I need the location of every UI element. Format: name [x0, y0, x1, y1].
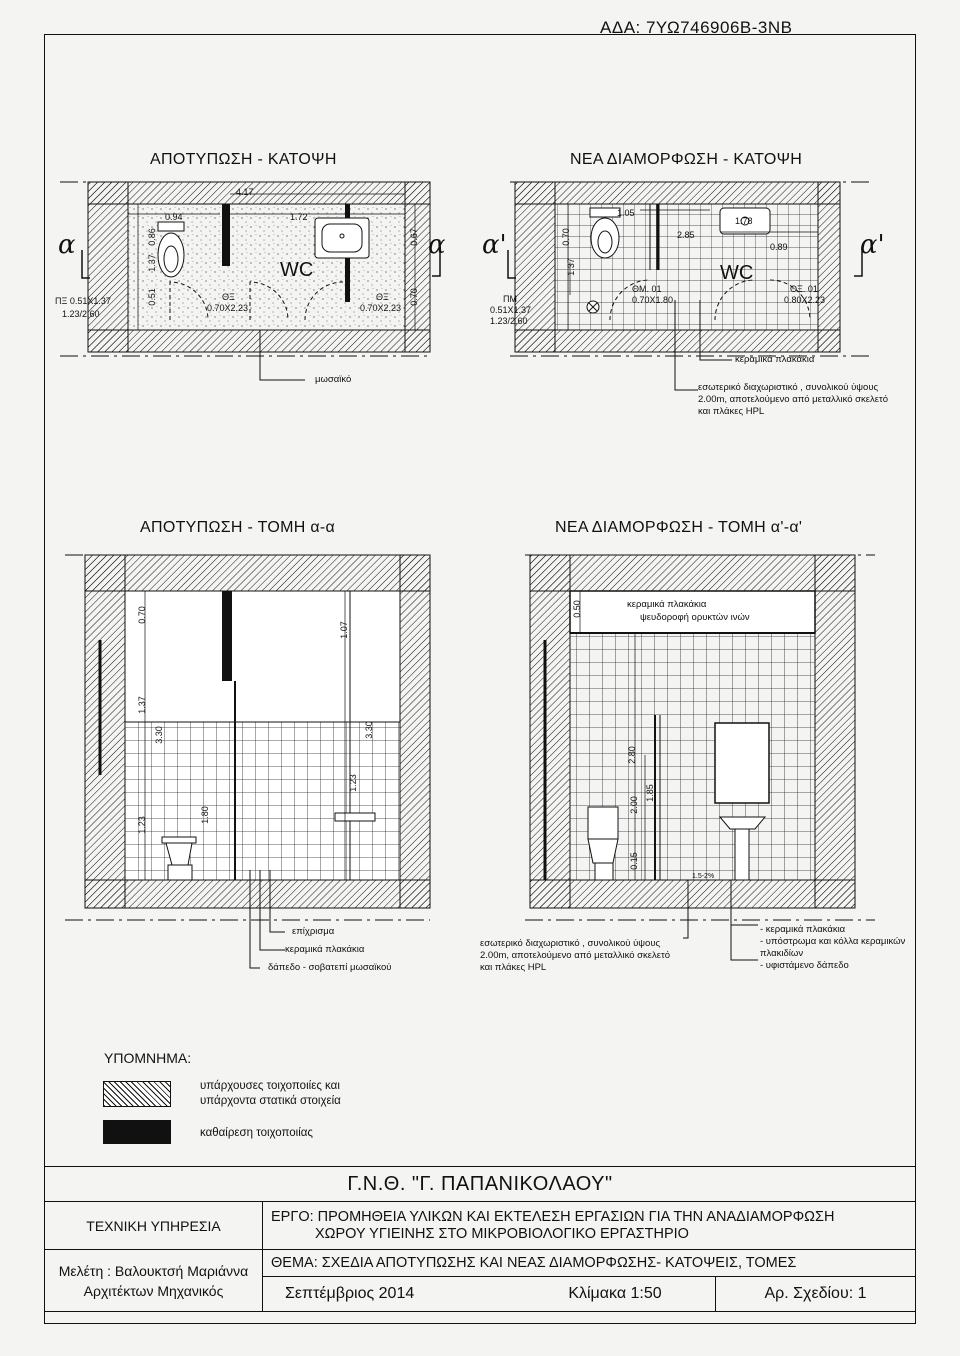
dim: 0.50 [571, 600, 582, 618]
new-window-sill: 1.23/2.60 [490, 316, 528, 326]
dim: 1.78 [735, 216, 753, 226]
dim: 1.37 [565, 258, 576, 276]
study-role: Αρχιτέκτων Μηχανικός [83, 1282, 224, 1299]
new-window-spec: 0.51X1.37 [490, 305, 532, 315]
new-door-2-size: 0.80X2.23 [784, 295, 826, 305]
note-partition-2: 2.00m, αποτελούμενο από μεταλλικό σκελετό [698, 394, 889, 405]
note-finish-4: - υφιστάμενο δάπεδο [760, 960, 849, 971]
dim: 1.07 [338, 621, 349, 639]
project-line-2: ΧΩΡΟΥ ΥΓΙΕΙΝΗΣ ΣΤΟ ΜΙΚΡΟΒΙΟΛΟΓΙΚΟ ΕΡΓΑΣΤΗΡΙΟ [315, 1225, 689, 1242]
existing-door-2-size: 0.70X2.23 [360, 303, 402, 313]
dim: 0.51 [146, 288, 157, 306]
note-partition-3: και πλάκες HPL [698, 406, 765, 417]
dim: 2.80 [626, 746, 637, 764]
dim: 0.86 [146, 228, 157, 246]
footer-cell [263, 1277, 916, 1312]
existing-window-spec: ΠΞ 0.51X1.37 [55, 296, 111, 306]
new-section-title: ΝΕΑ ΔΙΑΜΟΡΦΩΣΗ - ΤΟΜΗ α'-α' [555, 519, 803, 536]
dim: 0.89 [770, 242, 788, 252]
dim: 3.30 [153, 726, 164, 744]
dim: 0.70 [136, 606, 147, 624]
note-plaster: επίχρισμα [292, 926, 335, 937]
new-window-type: ΠΜ [503, 294, 517, 304]
dim: 1.23 [136, 816, 147, 834]
section-mark-a-left: α [58, 230, 76, 260]
note-finish-2: - υπόστρωμα και κόλλα κεραμικών [760, 936, 906, 947]
note-partition-section-2: 2.00m, αποτελούμενο από μεταλλικό σκελετό [480, 950, 671, 961]
dim: 3.30 [363, 721, 374, 739]
note-partition-1: εσωτερικό διαχωριστικό , συνολικού ύψους [698, 382, 879, 393]
study-author: Μελέτη : Βαλουκτσή Μαριάννα [58, 1262, 249, 1279]
note-partition-section-1: εσωτερικό διαχωριστικό , συνολικού ύψους [480, 938, 661, 949]
existing-plan-title: ΑΠΟΤΥΠΩΣΗ - ΚΑΤΟΨΗ [150, 151, 337, 168]
existing-section-title: ΑΠΟΤΥΠΩΣΗ - ΤΟΜΗ α-α [140, 519, 336, 536]
project-line-1: ΕΡΓΟ: ΠΡΟΜΗΘΕΙΑ ΥΛΙΚΩΝ ΚΑΙ ΕΚΤΕΛΕΣΗ ΕΡΓΑΣΙΩΝ ΓΙΑ ΤΗΝ ΑΝΑΔΙΑΜΟΡΦΩΣΗ [271, 1208, 835, 1225]
dim: 1.72 [290, 212, 308, 222]
dim: 0.94 [165, 212, 183, 222]
note-existing-floor: μωσαϊκό [315, 374, 352, 385]
new-plan-title: ΝΕΑ ΔΙΑΜΟΡΦΩΣΗ - ΚΑΤΟΨΗ [570, 151, 803, 168]
dim: 1.05 [617, 208, 635, 218]
new-door-1-size: 0.70X1.80 [632, 295, 674, 305]
note-new-tiles: κεραμικά πλακάκια [735, 354, 815, 365]
dim: 2.85 [677, 230, 695, 240]
study-cell [45, 1250, 263, 1312]
legend-title: ΥΠΟΜΝΗΜΑ: [104, 1050, 192, 1066]
leader-floor [255, 330, 315, 390]
dim: 1.85 [644, 784, 655, 802]
drawing-scale: Κλίμακα 1:50 [568, 1285, 662, 1302]
legend-hatch-line-1: υπάρχουσες τοιχοποιίες και [200, 1080, 340, 1092]
existing-door-1: ΘΞ [222, 292, 235, 302]
department: ΤΕΧΝΙΚΗ ΥΠΗΡΕΣΙΑ [45, 1202, 263, 1250]
legend-solid-label: καθαίρεση τοιχοποιίας [200, 1127, 313, 1139]
dim: 0.70 [560, 228, 571, 246]
dim: 1.80 [199, 806, 210, 824]
note-ceiling-tiles: κεραμικά πλακάκια [627, 599, 707, 610]
dim: 1.37 [136, 696, 147, 714]
leader-new-section [683, 880, 763, 980]
existing-door-2: ΘΞ [376, 292, 389, 302]
section-mark-a-prime-left: α' [482, 230, 507, 260]
note-finish-3: πλακιδίων [760, 948, 804, 959]
existing-wc-label: WC [280, 259, 314, 281]
title-block [44, 1166, 916, 1312]
legend-hatch-line-2: υπάρχοντα στατικά στοιχεία [200, 1095, 341, 1107]
note-floor-skirting: δάπεδο - σοβατεπί μωσαϊκού [268, 962, 392, 973]
section-mark-a-right: α [428, 230, 446, 260]
new-door-2: ΘΞ. 01 [790, 284, 818, 294]
dim: 1.37 [146, 254, 157, 272]
dim: 4.17 [236, 187, 254, 197]
existing-door-1-size: 0.70X2.23 [207, 303, 249, 313]
dim: 0.70 [408, 288, 419, 306]
dim: 1.23 [347, 774, 358, 792]
dim: 0.15 [628, 852, 639, 870]
note-partition-section-3: και πλάκες HPL [480, 962, 547, 973]
section-mark-a-prime-right: α' [860, 230, 885, 260]
new-wc-label: WC [720, 262, 754, 284]
note-ceramic-tiles: κεραμικά πλακάκια [285, 944, 365, 955]
drawing-date: Σεπτέμβριος 2014 [285, 1285, 415, 1302]
drawing-number: Αρ. Σχεδίου: 1 [715, 1277, 915, 1311]
new-door-1: ΘΜ. 01 [632, 284, 662, 294]
subject: ΘΕΜΑ: ΣΧΕΔΙΑ ΑΠΟΤΥΠΩΣΗΣ ΚΑΙ ΝΕΑΣ ΔΙΑΜΟΡΦΩΣΗΣ- ΚΑΤΟΨΕΙΣ, ΤΟΜΕΣ [263, 1250, 916, 1277]
existing-window-sill: 1.23/2.60 [62, 309, 100, 319]
dim: 0.67 [408, 228, 419, 246]
owner-name: Γ.Ν.Θ. "Γ. ΠΑΠΑΝΙΚΟΛΑΟΥ" [45, 1167, 916, 1202]
floor-slope: 1.5-2% [692, 873, 715, 880]
header-code: ΑΔΑ: 7ΥΩ746906Β-3ΝΒ [600, 18, 793, 37]
note-false-ceiling: ψευδοροφή ορυκτών ινών [640, 612, 750, 623]
dim: 2.00 [628, 796, 639, 814]
legend-hatch-swatch [103, 1081, 171, 1107]
note-finish-1: - κεραμικά πλακάκια [760, 924, 846, 935]
legend-solid-swatch [103, 1120, 171, 1144]
project-cell [263, 1202, 916, 1250]
